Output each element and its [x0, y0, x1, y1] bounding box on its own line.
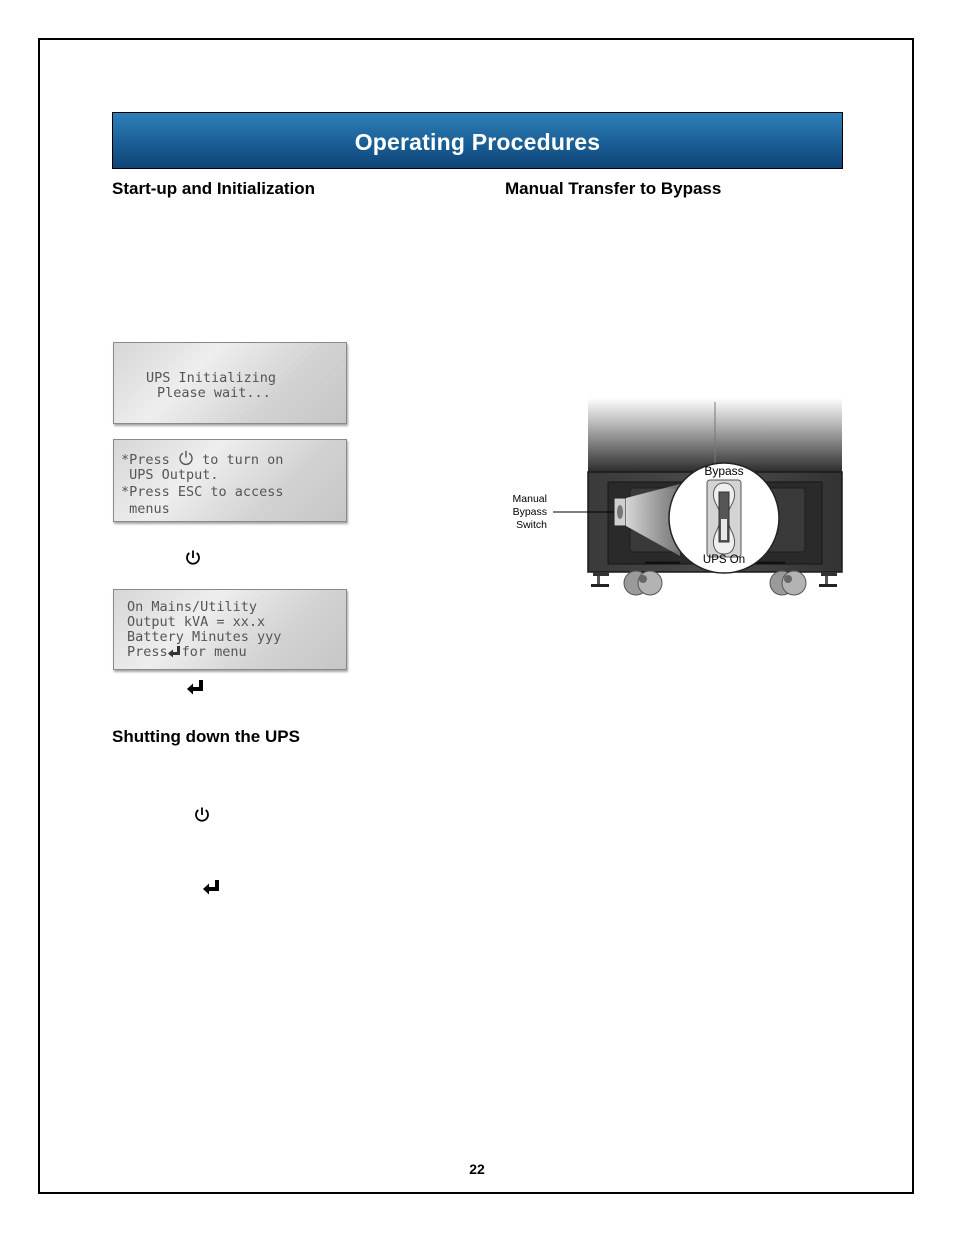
lcd-initializing-screen — [113, 342, 347, 424]
lcd-line: Output kVA = xx.x — [127, 614, 266, 630]
enter-icon — [185, 678, 209, 696]
cabinet-feet — [591, 571, 837, 595]
lcd-status-screen — [113, 589, 347, 670]
lcd-line: UPS Output. — [121, 467, 219, 483]
lcd-text: for menu — [181, 644, 247, 660]
ups-bypass-diagram — [500, 398, 844, 598]
section-banner — [112, 112, 843, 169]
bypass-heading: Manual Transfer to Bypass — [505, 179, 722, 198]
enter-icon — [201, 878, 225, 896]
power-icon — [184, 549, 208, 567]
power-icon — [193, 806, 217, 824]
lcd-line: menus — [121, 501, 170, 517]
lcd-text: Press — [127, 644, 168, 660]
lcd-line: On Mains/Utility — [127, 599, 258, 615]
callout-label: Bypass — [512, 506, 547, 518]
lcd-line — [127, 644, 247, 660]
callout-label: Manual — [512, 493, 547, 505]
power-icon — [178, 450, 194, 466]
lcd-text: *Press — [121, 452, 170, 468]
lcd-turn-on-screen — [113, 439, 347, 522]
cabinet-upper — [588, 398, 842, 472]
shutdown-heading: Shutting down the UPS — [112, 727, 300, 746]
lcd-line: *Press ESC to access — [121, 484, 284, 500]
page-number: 22 — [469, 1161, 485, 1177]
startup-heading: Start-up and Initialization — [112, 179, 316, 198]
switch-top-label: Bypass — [704, 464, 744, 478]
lcd-text: to turn on — [202, 452, 284, 468]
switch-bottom-label: UPS On — [702, 554, 746, 566]
lcd-line: Battery Minutes yyy — [127, 629, 282, 645]
banner-title: Operating Procedures — [354, 129, 601, 155]
lcd-line — [121, 450, 283, 468]
callout-label: Switch — [516, 519, 547, 531]
enter-icon — [168, 645, 182, 658]
bypass-switch-magnified — [669, 463, 779, 573]
lcd-line: UPS Initializing — [146, 370, 277, 386]
lcd-line: Please wait... — [157, 385, 271, 401]
